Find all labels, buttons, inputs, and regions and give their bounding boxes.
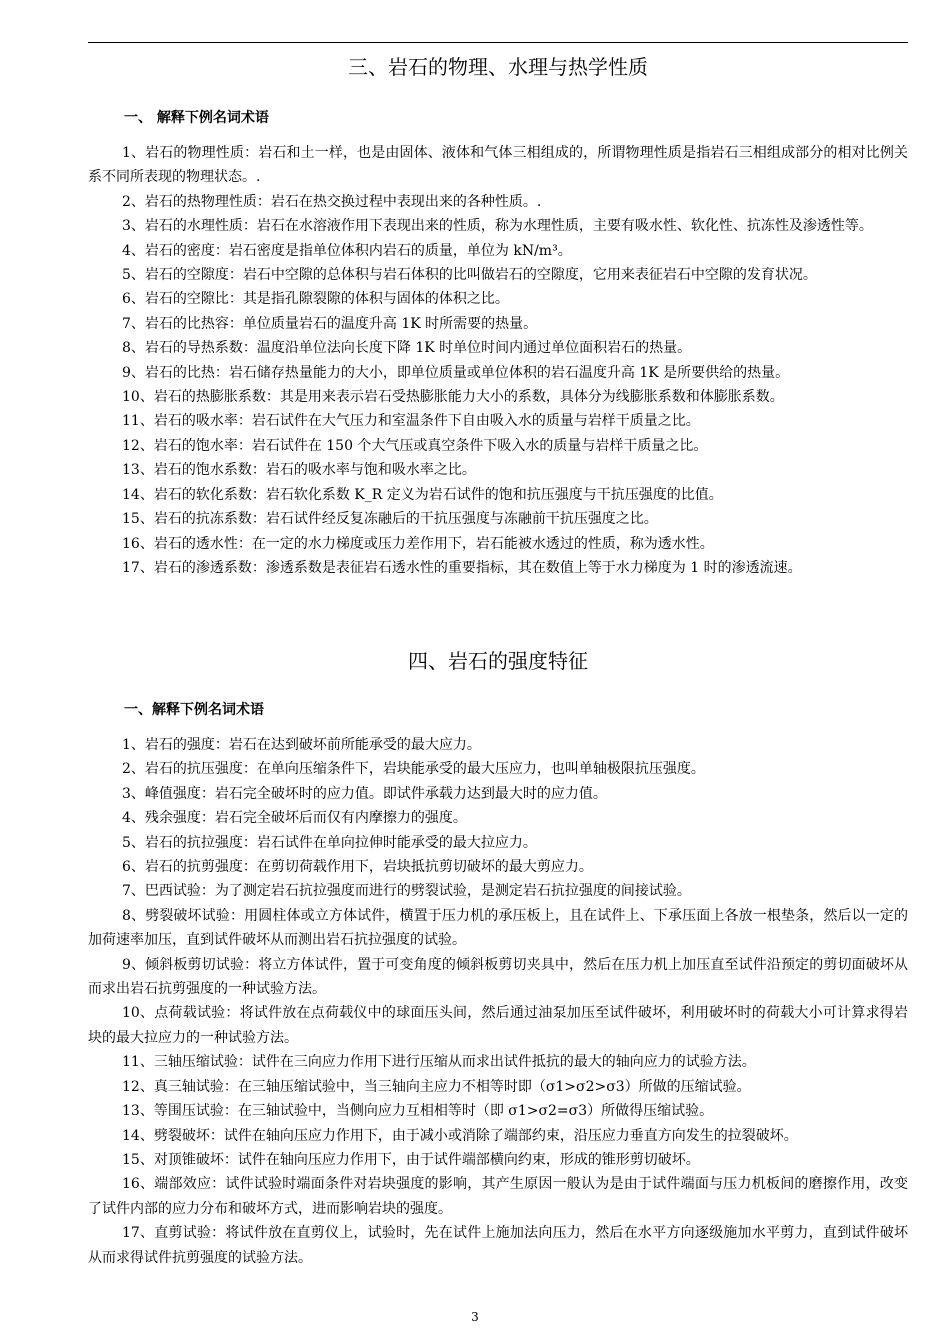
- term-item: 12、真三轴试验：在三轴压缩试验中，当三轴向主应力不相等时即（σ1>σ2>σ3）所做的压缩试验。: [122, 1078, 751, 1095]
- term-item: 5、岩石的空隙度：岩石中空隙的总体积与岩石体积的比叫做岩石的空隙度，它用来表征岩石中空隙的发育状况。: [122, 267, 817, 284]
- term-item: 17、直剪试验：将试件放在直剪仪上，试验时，先在试件上施加法向压力，然后在水平方向逐级施加水平剪力，直到试件破坏从而求得试件抗剪强度的试验方法。: [88, 1225, 908, 1266]
- term-item: 6、岩石的空隙比：其是指孔隙裂隙的体积与固体的体积之比。: [122, 291, 509, 308]
- subheading-terms-2: 一、解释下例名词术语: [124, 702, 264, 718]
- term-item: 11、岩石的吸水率：岩石试件在大气压力和室温条件下自由吸入水的质量与岩样干质量之比。: [122, 413, 700, 430]
- term-item: 9、岩石的比热：岩石储存热量能力的大小，即单位质量或单位体积的岩石温度升高 1K 是所要供给的热量。: [122, 364, 790, 381]
- subheading-terms-1: 一、 解释下例名词术语: [124, 110, 269, 126]
- term-item: 9、倾斜板剪切试验：将立方体试件，置于可变角度的倾斜板剪切夹具中，然后在压力机上加压直至试件沿预定的剪切面破坏从而求出岩石抗剪强度的一种试验方法。: [88, 956, 908, 998]
- term-item: 1、岩石的物理性质：岩石和土一样，也是由固体、液体和气体三相组成的，所谓物理性质是指岩石三相组成部分的相对比例关系不同所表现的物理状态。.: [88, 145, 908, 186]
- section-title-physical-properties: 三、岩石的物理、水理与热学性质: [348, 55, 648, 79]
- section-title-strength: 四、岩石的强度特征: [408, 649, 588, 673]
- terms-list-strength: [88, 733, 908, 1270]
- term-item: 12、岩石的饱水率：岩石试件在 150 个大气压或真空条件下吸入水的质量与岩样干质量之比。: [122, 437, 708, 454]
- term-item: 2、岩石的热物理性质：岩石在热交换过程中表现出来的各种性质。.: [122, 193, 542, 210]
- term-item: 10、岩石的热膨胀系数：其是用来表示岩石受热膨胀能力大小的系数，具体分为线膨胀系数和体膨胀系数。: [122, 389, 784, 406]
- term-item: 7、岩石的比热容：单位质量岩石的温度升高 1K 时所需要的热量。: [122, 315, 538, 332]
- term-item: 4、岩石的密度：岩石密度是指单位体积内岩石的质量，单位为 kN/m³。: [122, 242, 572, 259]
- term-item: 15、岩石的抗冻系数：岩石试件经反复冻融后的干抗压强度与冻融前干抗压强度之比。: [122, 511, 658, 528]
- term-item: 4、残余强度：岩石完全破坏后而仅有内摩擦力的强度。: [122, 810, 467, 827]
- term-item: 7、巴西试验：为了测定岩石抗拉强度而进行的劈裂试验，是测定岩石抗拉强度的间接试验。: [122, 883, 691, 900]
- term-item: 8、岩石的导热系数：温度沿单位法向长度下降 1K 时单位时间内通过单位面积岩石的热量。: [122, 340, 692, 357]
- term-item: 13、等围压试验：在三轴试验中，当侧向应力互相相等时（即 σ1>σ2=σ3）所做得压缩试验。: [122, 1103, 714, 1120]
- term-item: 5、岩石的抗拉强度：岩石试件在单向拉伸时能承受的最大拉应力。: [122, 834, 537, 851]
- term-item: 13、岩石的饱水系数：岩石的吸水率与饱和吸水率之比。: [122, 462, 476, 479]
- terms-list-physical: [88, 141, 908, 580]
- term-item: 11、三轴压缩试验：试件在三向应力作用下进行压缩从而求出试件抵抗的最大的轴向应力的试验方法。: [122, 1054, 756, 1071]
- term-item: 16、端部效应：试件试验时端面条件对岩块强度的影响，其产生原因一般认为是由于试件端面与压力机板间的磨擦作用，改变了试件内部的应力分布和破坏方式，进而影响岩块的强度。: [88, 1176, 908, 1217]
- term-item: 2、岩石的抗压强度：在单向压缩条件下，岩块能承受的最大压应力，也叫单轴极限抗压强度。: [122, 761, 705, 778]
- term-item: 14、岩石的软化系数：岩石软化系数 K_R 定义为岩石试件的饱和抗压强度与干抗压强度的比值。: [122, 486, 723, 503]
- term-item: 3、岩石的水理性质：岩石在水溶液作用下表现出来的性质，称为水理性质，主要有吸水性、软化性、抗冻性及渗透性等。: [122, 218, 873, 235]
- page-number: 3: [471, 1310, 479, 1324]
- term-item: 3、峰值强度：岩石完全破坏时的应力值。即试件承载力达到最大时的应力值。: [122, 785, 607, 802]
- header-rule: [88, 42, 908, 43]
- term-item: 1、岩石的强度：岩石在达到破坏前所能承受的最大应力。: [122, 737, 481, 753]
- term-item: 10、点荷载试验：将试件放在点荷载仪中的球面压头间，然后通过油泵加压至试件破坏，利用破坏时的荷载大小可计算求得岩块的最大拉应力的一种试验方法。: [88, 1005, 908, 1046]
- term-item: 6、岩石的抗剪强度：在剪切荷载作用下，岩块抵抗剪切破坏的最大剪应力。: [122, 859, 593, 876]
- term-item: 14、劈裂破坏：试件在轴向压应力作用下，由于减小或消除了端部约束，沿压应力垂直方向发生的拉裂破坏。: [122, 1127, 798, 1144]
- term-item: 15、对顶锥破坏：试件在轴向压应力作用下，由于试件端部横向约束，形成的锥形剪切破坏。: [122, 1151, 700, 1168]
- term-item: 16、岩石的透水性：在一定的水力梯度或压力差作用下，岩石能被水透过的性质，称为透水性。: [122, 535, 714, 552]
- term-item: 8、劈裂破坏试验：用圆柱体或立方体试件，横置于压力机的承压板上，且在试件上、下承压面上各放一根垫条，然后以一定的加荷速率加压，直到试件破坏从而测出岩石抗拉强度的试验。: [88, 907, 908, 949]
- term-item: 17、岩石的渗透系数：渗透系数是表征岩石透水性的重要指标，其在数值上等于水力梯度为 1 时的渗透流速。: [122, 559, 802, 576]
